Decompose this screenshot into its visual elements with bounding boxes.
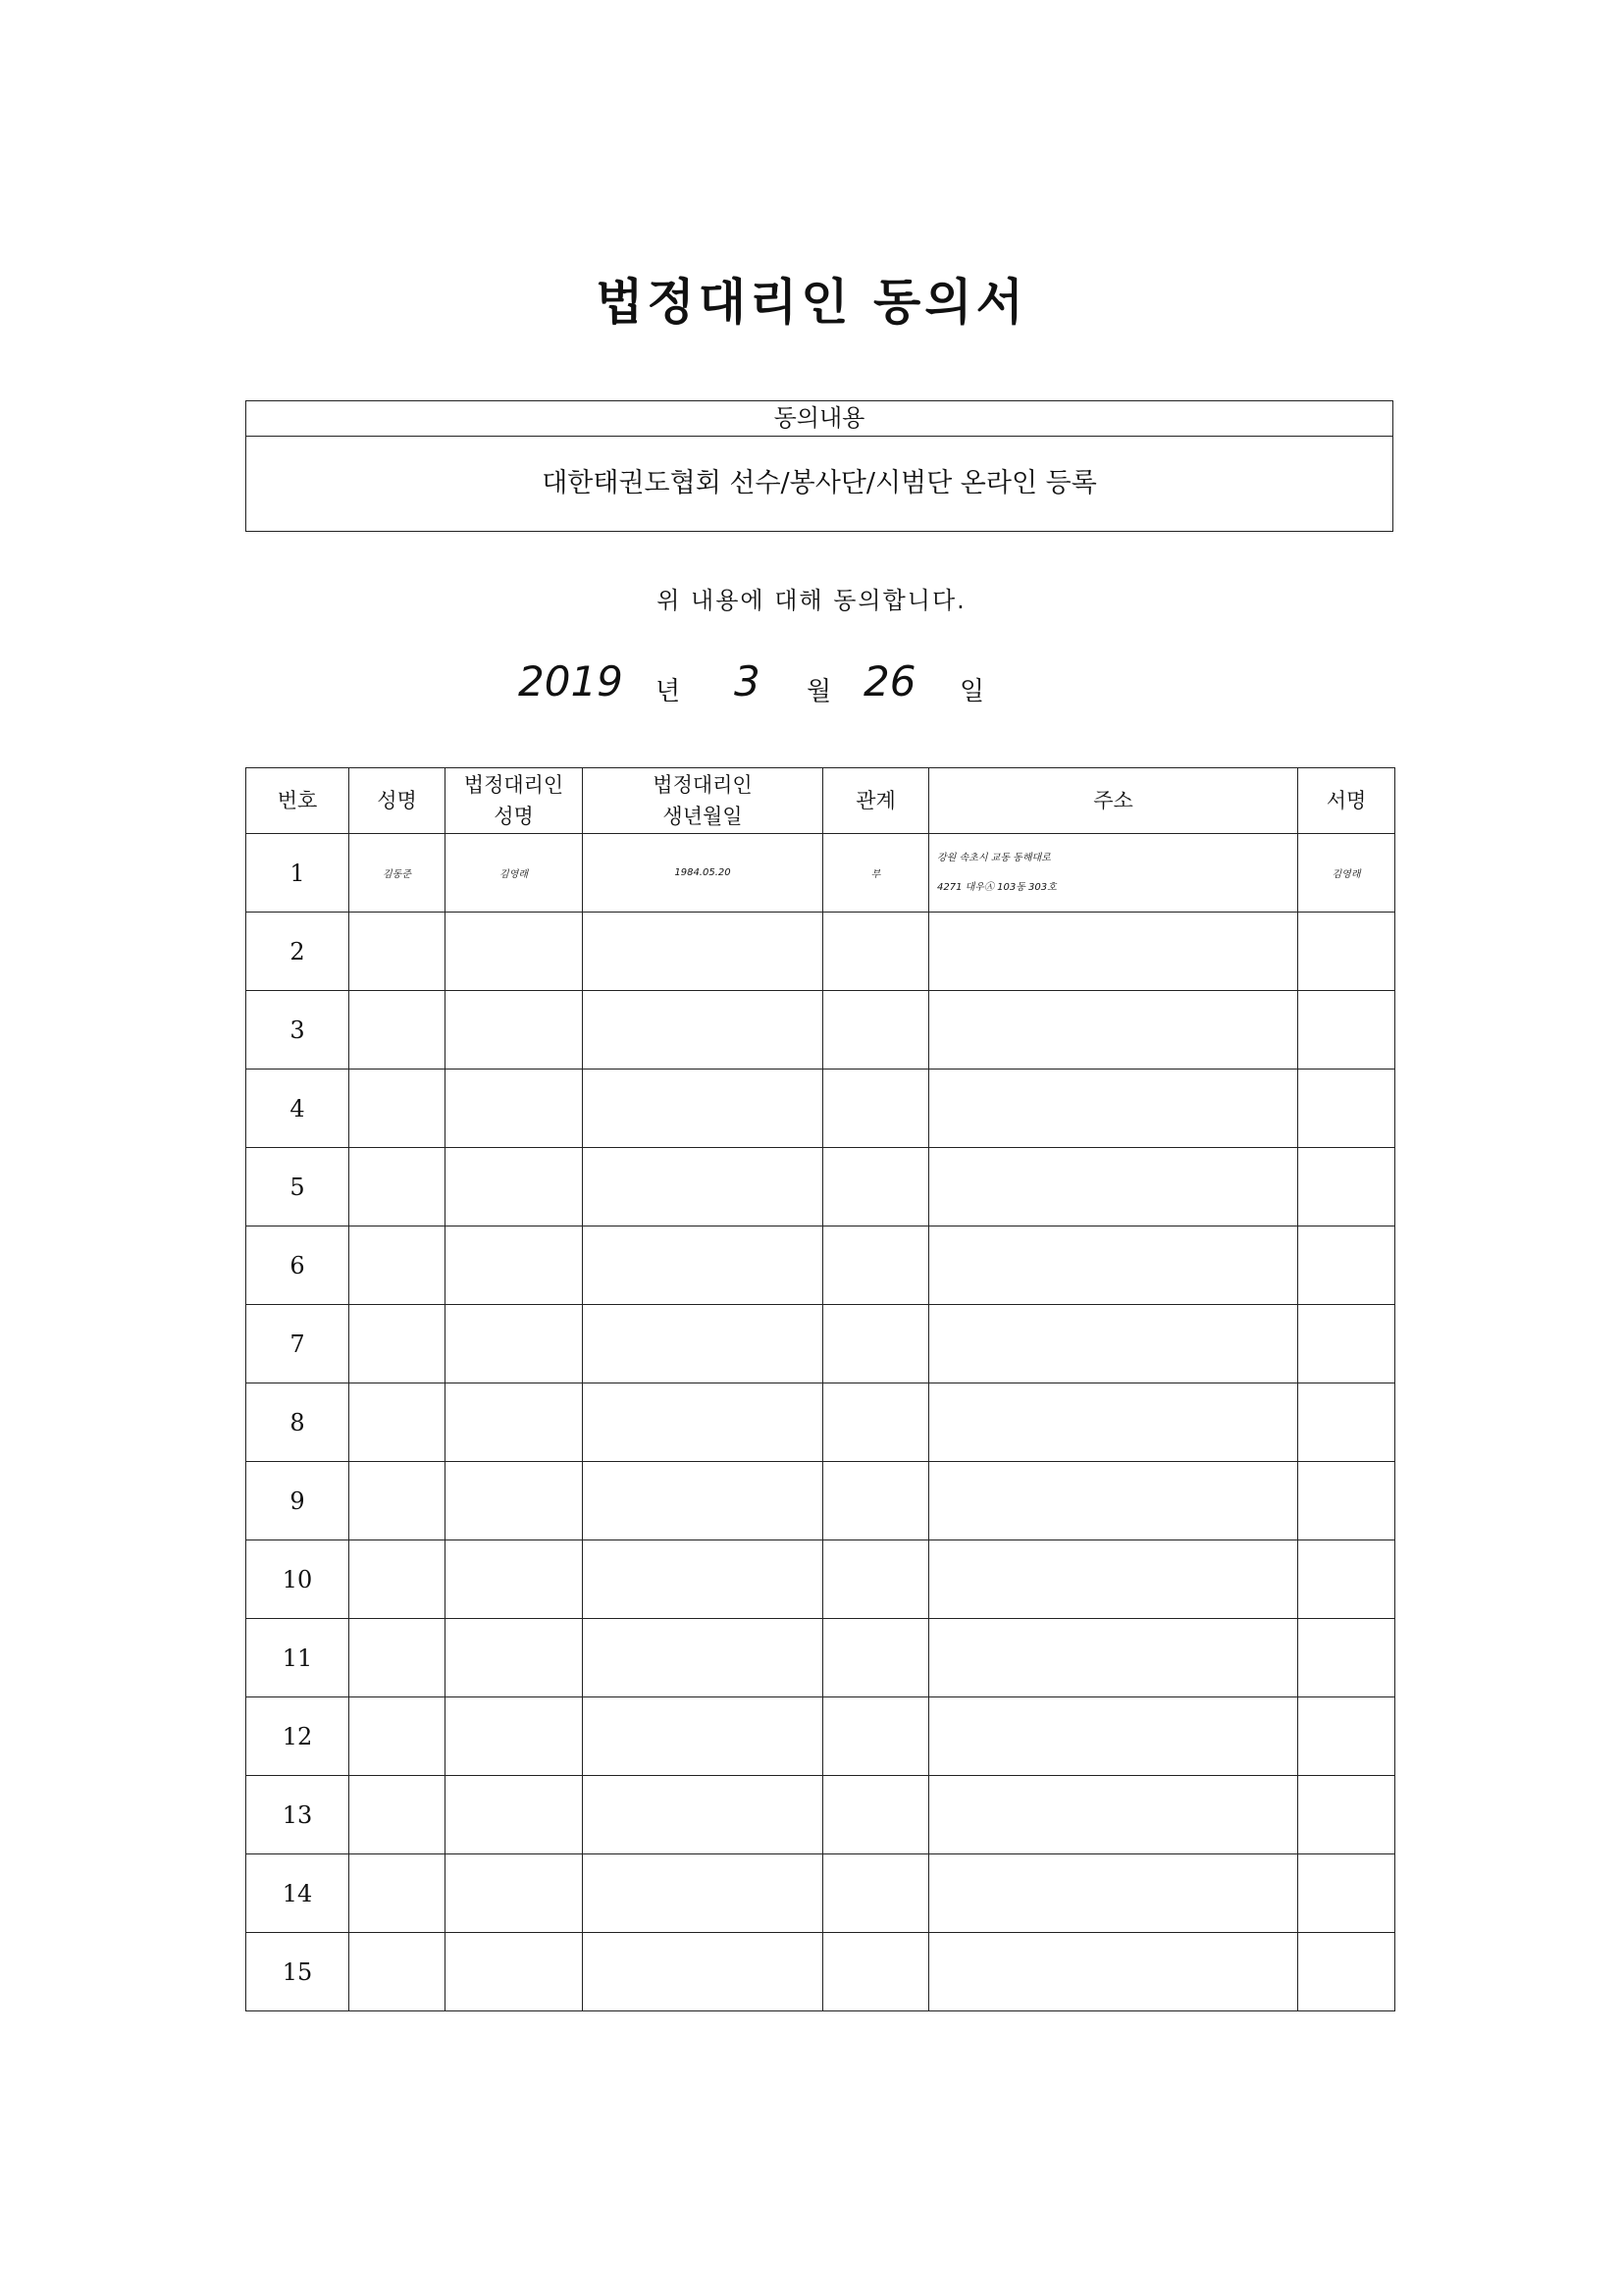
- cell-guardian-birth: [583, 834, 823, 913]
- cell-relation: [823, 1854, 929, 1933]
- cell-guardian-birth: [583, 1776, 823, 1854]
- cell-name: [349, 1070, 445, 1148]
- table-row: [246, 834, 1395, 913]
- date-day: 26: [864, 657, 916, 705]
- cell-address: [929, 1540, 1298, 1619]
- cell-guardian-birth: [583, 1305, 823, 1383]
- date-year-unit: 년: [655, 677, 681, 706]
- cell-relation: [823, 1933, 929, 2011]
- cell-signature: [1298, 1226, 1395, 1305]
- cell-name: [349, 1776, 445, 1854]
- cell-number: 13: [246, 1776, 349, 1854]
- cell-guardian-name: [445, 1697, 583, 1776]
- cell-number: 9: [246, 1462, 349, 1540]
- consent-header: 동의내용: [246, 401, 1392, 437]
- table-row: [246, 1148, 1395, 1226]
- cell-address: [929, 913, 1298, 991]
- cell-signature: [1298, 834, 1395, 913]
- cell-relation: [823, 1697, 929, 1776]
- cell-guardian-name: [445, 1933, 583, 2011]
- agreement-statement: 위 내용에 대해 동의합니다.: [656, 587, 967, 614]
- table-row: [246, 913, 1395, 991]
- cell-address: [929, 1933, 1298, 2011]
- table-row: [246, 1226, 1395, 1305]
- cell-name: [349, 834, 445, 913]
- cell-address: [929, 991, 1298, 1070]
- date-month: 3: [734, 657, 760, 705]
- cell-name-handwritten: 김동준: [383, 869, 411, 880]
- cell-signature-handwritten: 김영래: [1332, 869, 1361, 880]
- cell-name: [349, 1540, 445, 1619]
- cell-signature: [1298, 1540, 1395, 1619]
- cell-number: 5: [246, 1148, 349, 1226]
- cell-signature: [1298, 1776, 1395, 1854]
- cell-guardian-name: [445, 913, 583, 991]
- cell-number: 6: [246, 1226, 349, 1305]
- cell-address: [929, 1148, 1298, 1226]
- cell-relation: [823, 1226, 929, 1305]
- cell-guardian-birth: [583, 1540, 823, 1619]
- cell-name: [349, 1226, 445, 1305]
- cell-address: [929, 834, 1298, 913]
- cell-number: 14: [246, 1854, 349, 1933]
- header-signature: 서명: [1298, 768, 1395, 834]
- header-guardian-birth-line2: 생년월일: [662, 805, 743, 828]
- cell-relation: [823, 1776, 929, 1854]
- cell-relation: [823, 1305, 929, 1383]
- cell-name: [349, 1933, 445, 2011]
- cell-guardian-birth: [583, 1383, 823, 1462]
- cell-address: [929, 1383, 1298, 1462]
- registration-table: [245, 767, 1395, 2011]
- cell-relation: [823, 913, 929, 991]
- cell-signature: [1298, 913, 1395, 991]
- cell-relation: [823, 1148, 929, 1226]
- header-guardian-birth-line1: 법정대리인: [653, 773, 753, 797]
- header-name: 성명: [349, 768, 445, 834]
- cell-guardian-birth: [583, 991, 823, 1070]
- consent-box: [245, 400, 1393, 532]
- table-row: [246, 991, 1395, 1070]
- cell-guardian-birth: [583, 1697, 823, 1776]
- cell-name: [349, 1854, 445, 1933]
- table-row: [246, 1933, 1395, 2011]
- header-address: 주소: [929, 768, 1298, 834]
- date-day-unit: 일: [960, 677, 985, 706]
- cell-relation: [823, 991, 929, 1070]
- cell-number: 15: [246, 1933, 349, 2011]
- date-month-unit: 월: [807, 677, 832, 706]
- cell-guardian-name: [445, 1148, 583, 1226]
- cell-address-line1: 강원 속초시 교동 동해대로: [937, 852, 1051, 863]
- cell-number: 10: [246, 1540, 349, 1619]
- cell-guardian-birth: [583, 1148, 823, 1226]
- cell-name: [349, 991, 445, 1070]
- cell-signature: [1298, 991, 1395, 1070]
- cell-address: [929, 1776, 1298, 1854]
- cell-guardian-birth: [583, 1462, 823, 1540]
- cell-address-line2: 4271 대우Ⓐ 103동 303호: [937, 881, 1057, 893]
- cell-relation: [823, 1383, 929, 1462]
- cell-relation: [823, 1619, 929, 1697]
- table-row: [246, 1070, 1395, 1148]
- table-row: [246, 1305, 1395, 1383]
- header-guardian-name: [445, 768, 583, 834]
- cell-address: [929, 1854, 1298, 1933]
- cell-guardian-birth: [583, 1619, 823, 1697]
- cell-guardian-name: [445, 1854, 583, 1933]
- cell-relation: [823, 834, 929, 913]
- cell-signature: [1298, 1619, 1395, 1697]
- cell-number: 7: [246, 1305, 349, 1383]
- cell-name: [349, 1383, 445, 1462]
- table-header-row: [246, 768, 1395, 834]
- cell-relation: [823, 1462, 929, 1540]
- cell-guardian-name: [445, 1226, 583, 1305]
- cell-number: 4: [246, 1070, 349, 1148]
- cell-signature: [1298, 1933, 1395, 2011]
- cell-address: [929, 1697, 1298, 1776]
- cell-name: [349, 1462, 445, 1540]
- cell-number: 12: [246, 1697, 349, 1776]
- cell-relation: [823, 1070, 929, 1148]
- cell-guardian-name: [445, 1540, 583, 1619]
- cell-address: [929, 1070, 1298, 1148]
- cell-name: [349, 1148, 445, 1226]
- table-row: [246, 1383, 1395, 1462]
- table-row: [246, 1776, 1395, 1854]
- cell-guardian-name: [445, 1462, 583, 1540]
- cell-address: [929, 1226, 1298, 1305]
- cell-signature: [1298, 1383, 1395, 1462]
- header-guardian-name-line1: 법정대리인: [463, 773, 564, 797]
- cell-guardian-birth: [583, 1226, 823, 1305]
- cell-number: 11: [246, 1619, 349, 1697]
- cell-signature: [1298, 1305, 1395, 1383]
- cell-name: [349, 913, 445, 991]
- date-row: [0, 657, 1623, 726]
- cell-guardian-birth: [583, 1933, 823, 2011]
- cell-guardian-name: [445, 1070, 583, 1148]
- cell-address: [929, 1462, 1298, 1540]
- header-relation: 관계: [823, 768, 929, 834]
- cell-number: 8: [246, 1383, 349, 1462]
- cell-guardian-birth: [583, 913, 823, 991]
- table-row: [246, 1619, 1395, 1697]
- cell-signature: [1298, 1854, 1395, 1933]
- cell-address: [929, 1619, 1298, 1697]
- cell-signature: [1298, 1070, 1395, 1148]
- cell-guardian-name: [445, 991, 583, 1070]
- table-row: [246, 1540, 1395, 1619]
- cell-name: [349, 1305, 445, 1383]
- cell-name: [349, 1619, 445, 1697]
- consent-content: 대한태권도협회 선수/봉사단/시범단 온라인 등록: [542, 468, 1097, 498]
- document-title: 법정대리인 동의서: [596, 274, 1027, 331]
- cell-relation: [823, 1540, 929, 1619]
- cell-guardian-birth: [583, 1854, 823, 1933]
- cell-guardian-name-handwritten: 김영래: [499, 869, 528, 880]
- cell-guardian-name: [445, 1305, 583, 1383]
- cell-number: 1: [246, 834, 349, 913]
- cell-relation-handwritten: 부: [870, 869, 881, 880]
- cell-guardian-name: [445, 1619, 583, 1697]
- header-guardian-name-line2: 성명: [494, 805, 534, 828]
- table-row: [246, 1697, 1395, 1776]
- cell-address: [929, 1305, 1298, 1383]
- date-year: 2019: [518, 657, 623, 705]
- table-row: [246, 1854, 1395, 1933]
- cell-guardian-birth: [583, 1070, 823, 1148]
- cell-number: 2: [246, 913, 349, 991]
- header-number: 번호: [246, 768, 349, 834]
- cell-guardian-name: [445, 1776, 583, 1854]
- cell-guardian-name: [445, 834, 583, 913]
- header-guardian-birth: [583, 768, 823, 834]
- cell-guardian-birth-handwritten: 1984.05.20: [674, 867, 731, 878]
- cell-name: [349, 1697, 445, 1776]
- table-row: [246, 1462, 1395, 1540]
- cell-signature: [1298, 1462, 1395, 1540]
- cell-number: 3: [246, 991, 349, 1070]
- cell-signature: [1298, 1148, 1395, 1226]
- cell-guardian-name: [445, 1383, 583, 1462]
- cell-signature: [1298, 1697, 1395, 1776]
